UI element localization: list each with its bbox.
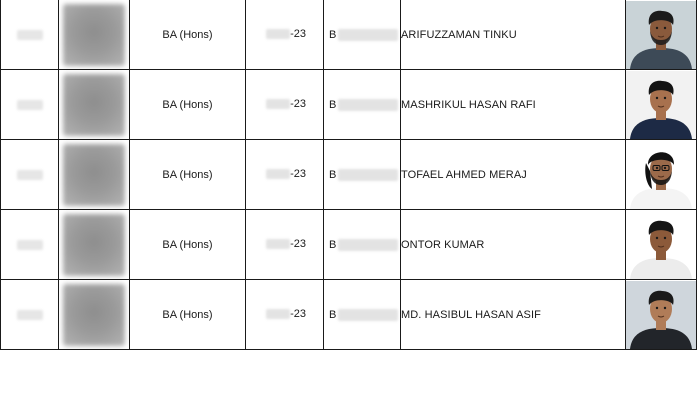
portrait-eye	[664, 166, 666, 168]
portrait-eye	[656, 96, 658, 98]
student-name: TOFAEL AHMED MERAJ	[401, 168, 527, 181]
session-suffix: -23	[290, 27, 306, 40]
student-name: ONTOR KUMAR	[401, 238, 485, 251]
code-prefix: B	[329, 28, 337, 41]
redacted-code	[338, 239, 398, 251]
program-cell: BA (Hons)	[130, 210, 246, 280]
thumbnail-cell-redacted	[59, 210, 130, 280]
thumbnail-cell-redacted	[59, 70, 130, 140]
student-photo	[626, 1, 696, 69]
session-cell	[246, 140, 324, 210]
student-name: ARIFUZZAMAN TINKU	[401, 28, 517, 41]
portrait-eye	[656, 306, 658, 308]
thumbnail-cell-redacted	[59, 140, 130, 210]
redacted-thumbnail	[63, 284, 125, 346]
redacted-code	[338, 99, 398, 111]
code-prefix: B	[329, 168, 337, 181]
session-suffix: -23	[290, 237, 306, 250]
program-cell: BA (Hons)	[130, 140, 246, 210]
portrait-eye	[656, 26, 658, 28]
code-cell	[324, 140, 401, 210]
redacted-serial	[17, 170, 43, 180]
photo-cell	[626, 70, 697, 140]
student-photo	[626, 281, 696, 349]
program-cell: BA (Hons)	[130, 280, 246, 350]
table-row	[1, 210, 697, 280]
redacted-serial	[17, 100, 43, 110]
redacted-code	[338, 29, 398, 41]
table-row	[1, 140, 697, 210]
redacted-serial	[17, 310, 43, 320]
redacted-code	[338, 309, 398, 321]
serial-cell-redacted	[1, 140, 59, 210]
redacted-serial	[17, 30, 43, 40]
redacted-session-prefix	[266, 309, 290, 319]
student-name-cell	[401, 140, 626, 210]
code-prefix: B	[329, 98, 337, 111]
student-table-body	[1, 0, 697, 350]
program-cell: BA (Hons)	[130, 70, 246, 140]
serial-cell-redacted	[1, 280, 59, 350]
session-cell	[246, 0, 324, 70]
code-cell	[324, 210, 401, 280]
session-suffix: -23	[290, 97, 306, 110]
student-photo	[626, 211, 696, 279]
table-row	[1, 280, 697, 350]
session-cell	[246, 70, 324, 140]
portrait-eye	[656, 236, 658, 238]
photo-cell	[626, 210, 697, 280]
student-photo	[626, 141, 696, 209]
thumbnail-cell-redacted	[59, 280, 130, 350]
table-row	[1, 70, 697, 140]
student-photo	[626, 71, 696, 139]
redacted-session-prefix	[266, 239, 290, 249]
redacted-session-prefix	[266, 99, 290, 109]
photo-cell	[626, 0, 697, 70]
serial-cell-redacted	[1, 210, 59, 280]
redacted-thumbnail	[63, 214, 125, 276]
serial-cell-redacted	[1, 0, 59, 70]
thumbnail-cell-redacted	[59, 0, 130, 70]
photo-cell	[626, 140, 697, 210]
table-row	[1, 0, 697, 70]
student-name-cell	[401, 210, 626, 280]
redacted-serial	[17, 240, 43, 250]
session-suffix: -23	[290, 167, 306, 180]
program-cell: BA (Hons)	[130, 0, 246, 70]
session-suffix: -23	[290, 307, 306, 320]
portrait-illustration	[626, 281, 696, 349]
photo-cell	[626, 280, 697, 350]
session-cell	[246, 210, 324, 280]
student-name-cell	[401, 70, 626, 140]
portrait-eye	[664, 96, 666, 98]
portrait-eye	[664, 236, 666, 238]
redacted-code	[338, 169, 398, 181]
serial-cell-redacted	[1, 70, 59, 140]
session-cell	[246, 280, 324, 350]
code-prefix: B	[329, 238, 337, 251]
portrait-eye	[664, 26, 666, 28]
portrait-illustration	[626, 71, 696, 139]
redacted-session-prefix	[266, 169, 290, 179]
code-cell	[324, 0, 401, 70]
portrait-eye	[656, 166, 658, 168]
code-cell	[324, 280, 401, 350]
redacted-session-prefix	[266, 29, 290, 39]
redacted-thumbnail	[63, 74, 125, 136]
student-name: MD. HASIBUL HASAN ASIF	[401, 308, 541, 321]
portrait-eye	[664, 306, 666, 308]
code-prefix: B	[329, 308, 337, 321]
redacted-thumbnail	[63, 4, 125, 66]
student-name-cell	[401, 0, 626, 70]
portrait-illustration	[626, 141, 696, 209]
redacted-thumbnail	[63, 144, 125, 206]
portrait-illustration	[626, 1, 696, 69]
student-name-cell	[401, 280, 626, 350]
student-name: MASHRIKUL HASAN RAFI	[401, 98, 536, 111]
code-cell	[324, 70, 401, 140]
portrait-illustration	[626, 211, 696, 279]
